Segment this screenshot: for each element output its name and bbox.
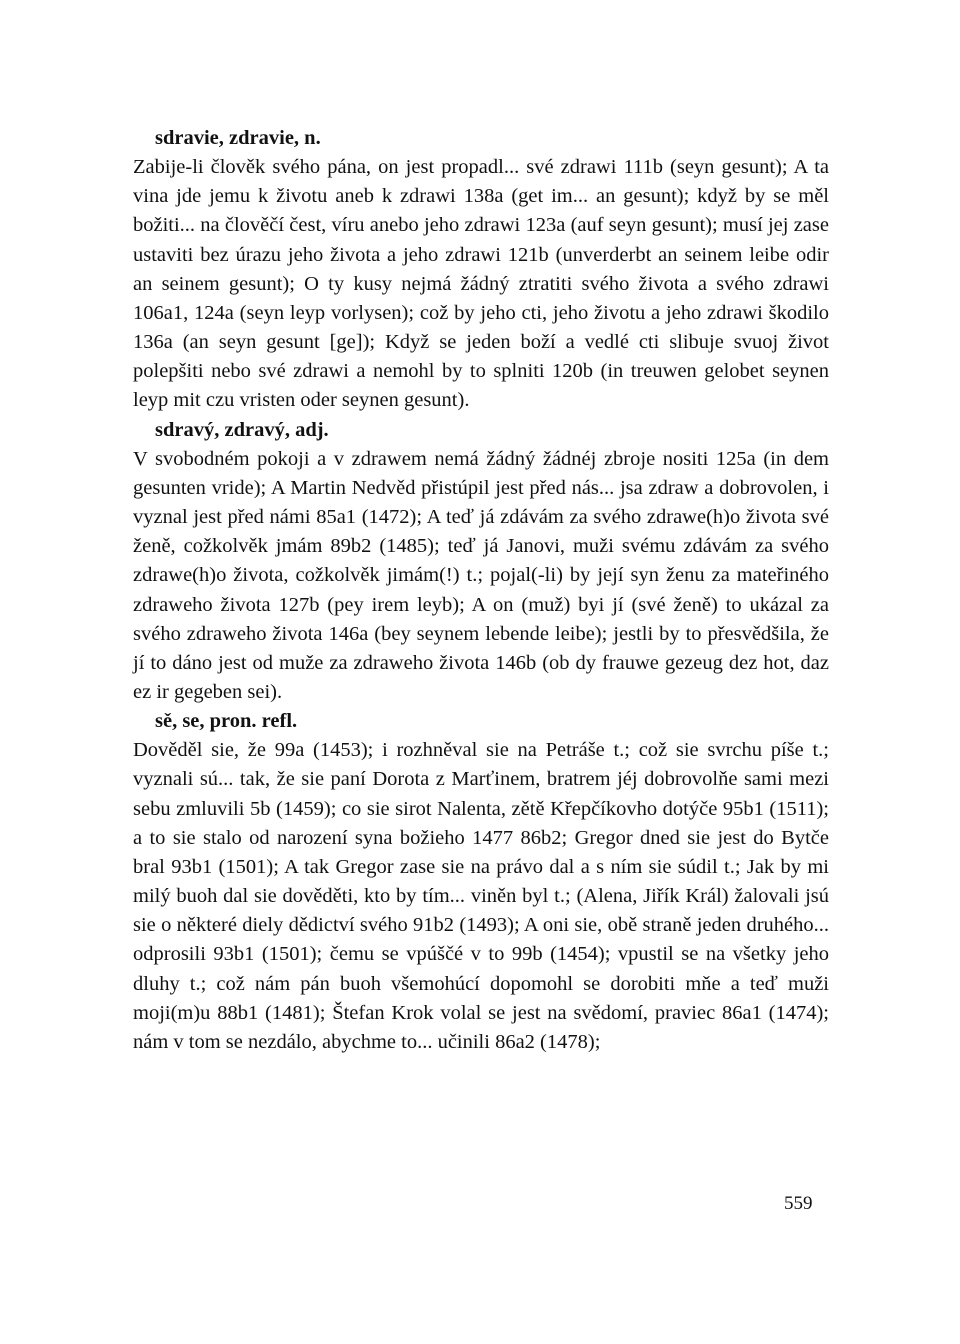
entry-headword: sě, se, pron. refl. <box>155 710 298 733</box>
entry-text: Zabije-li člověk svého pána, on jest propadl... své zdrawi 111b (seyn gesunt); A ta vina jde jemu k životu aneb k zdrawi 138a (get im... an gesunt); když by se měl božiti... na člověčí čest, víru anebo jeho zdrawi 123a (auf seyn gesunt); musí jej zase ustaviti bez úrazu jeho života a jeho zdrawi 121b (unverderbt an seinem leibe odir an seinem gesunt); O ty kusy nejmá žádný ztratiti svého života a svého zdrawi 106a1, 124a (seyn leyp vorlysen); což by jeho cti, jeho životu a jeho zdrawi škodilo 136a (an seyn gesunt [ge]); Když se jeden boží a vedlé cti slibuje svuoj život polepšiti nebo své zdrawi a nemohl by to splniti 120b (in treuwen gelobet seynen leyp mit czu vristen oder seynen gesunt). <box>133 156 829 412</box>
page-number: 559 <box>784 1193 813 1214</box>
entry-headword: sdravie, zdravie, n. <box>155 127 321 149</box>
dictionary-page <box>133 124 829 1057</box>
entry-headword: sdravý, zdravý, adj. <box>155 418 329 441</box>
dictionary-entry <box>133 124 829 416</box>
entry-text: Dověděl sie, že 99a (1453); i rozhněval sie na Petráše t.; což sie svrchu píše t.; vyznali sú... tak, že sie paní Dorota z Marťinem, bratrem jéj dobrovolňe sami mezi sebu zmluvili 5b (1459); co sie sirot Nalenta, zětě Křepčíkovho dotýče 95b1 (1511); a to sie stalo od narození syna božieho 1477 86b2; Gregor dned sie jest do Bytče bral 93b1 (1501); A tak Gregor zase sie na právo dal a s ním sie súdil t.; Jak by mi milý buoh dal sie dověděti, kto by tím... viněn byl t.; (Alena, Jiřík Král) žalovali jsú sie o některé diely dědictví svého 91b2 (1493); A oni sie, obě straně jeden druhého... odprosili 93b1 (1501); čemu se vpúščé v to 99b (1454); vpustil se na všetky jeho dluhy t.; což nám pán buoh všemohúcí dopomohl se dorobiti mňe a teď muži moji(m)u 88b1 (1481); Štefan Krok volal se jest na svědomí, praviec 86a1 (1474); nám v tom se nezdálo, abychme to... učinili 86a2 (1478); <box>133 739 829 1053</box>
dictionary-entry <box>133 416 829 708</box>
entry-text: V svobodném pokoji a v zdrawem nemá žádný žádnéj zbroje nositi 125a (in dem gesunten vride); A Martin Nedvěd přistúpil jest před nás... jsa zdraw a dobrovolen, i vyznal jest před námi 85a1 (1472); A teď já zdávám za svého zdrawe(h)o života své ženě, cožkolvěk jmám 89b2 (1485); teď já Janovi, muži svému zdávám za svého zdrawe(h)o života, cožkolvěk jimám(!) t.; pojal(-li) by její syn ženu za mateřiného zdraweho života 127b (pey irem leyb); A on (muž) byi jí (své ženě) to ukázal za svého zdraweho života 146a (bey seynem lebende leibe); jestli by to přesvědšila, že jí to dáno jest od muže za zdraweho života 146b (ob dy frauwe gezeug dez hot, daz ez ir gegeben sei). <box>133 447 829 703</box>
dictionary-entry <box>133 707 829 1057</box>
